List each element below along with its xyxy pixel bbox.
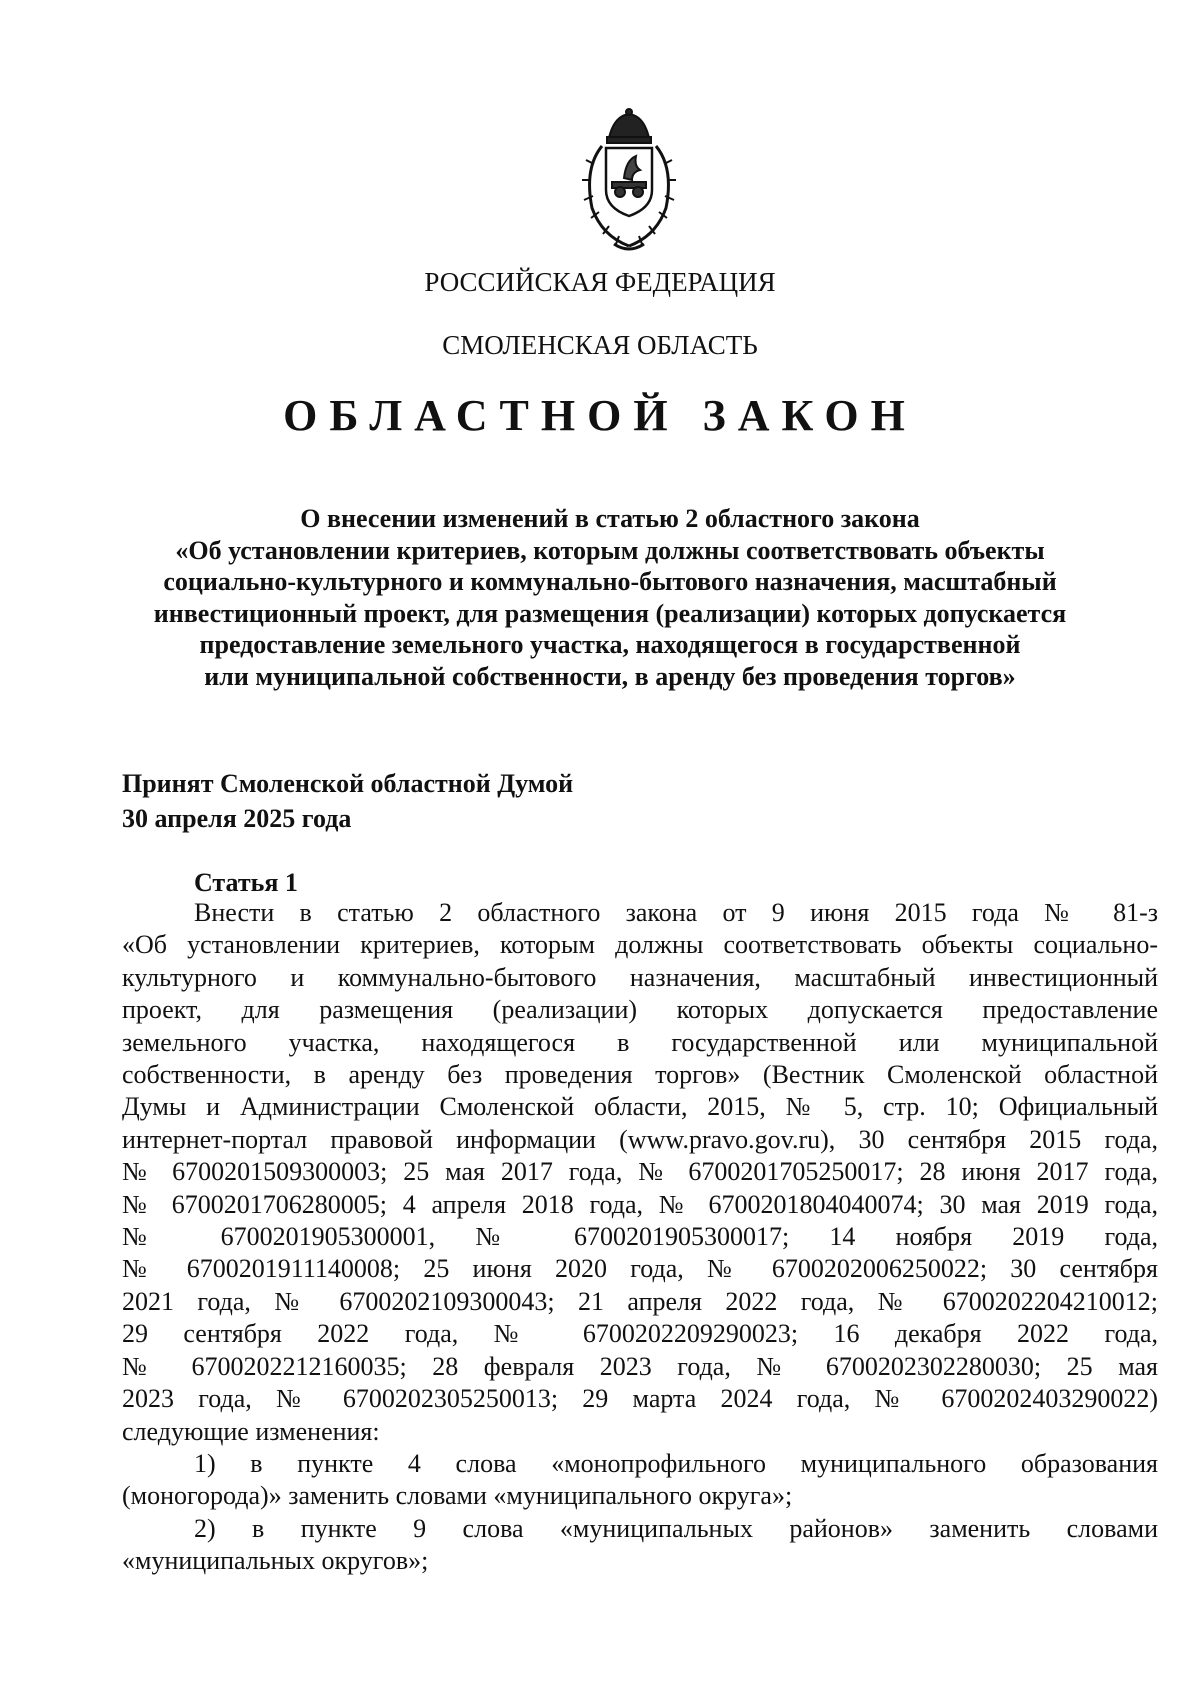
- body-line: следующие изменения:: [122, 1416, 380, 1446]
- item-1-line: (моногорода)» заменить словами «муниципального округа»;: [122, 1481, 793, 1511]
- body-line: собственности, в аренду без проведения торгов» (Вестник Смоленской областной: [122, 1060, 1158, 1090]
- region-name: СМОЛЕНСКАЯ ОБЛАСТЬ: [442, 330, 758, 360]
- body-line: № 6700201706280005; 4 апреля 2018 года, № 6700201804040074; 30 мая 2019 года,: [122, 1189, 1158, 1219]
- law-title-line: социально-культурного и коммунально-бытового назначения, масштабный: [163, 567, 1057, 596]
- body-line: земельного участка, находящегося в государственной или муниципальной: [122, 1027, 1158, 1057]
- item-2-line: «муниципальных округов»;: [122, 1546, 429, 1576]
- law-title-line: О внесении изменений в статью 2 областного закона: [300, 504, 920, 533]
- body-line: проект, для размещения (реализации) которых допускается предоставление: [122, 995, 1158, 1025]
- law-title-line: «Об установлении критериев, которым должны соответствовать объекты: [175, 535, 1045, 565]
- body-line: «Об установлении критериев, которым должны соответствовать объекты социально-: [122, 930, 1158, 960]
- body-line: 2021 года, № 6700202109300043; 21 апреля 2022 года, № 6700202204210012;: [122, 1286, 1158, 1316]
- law-title-line: предоставление земельного участка, находящегося в государственной: [199, 630, 1021, 659]
- body-line: Думы и Администрации Смоленской области, 2015, № 5, стр. 10; Официальный: [122, 1092, 1158, 1122]
- adoption-info: [122, 766, 573, 836]
- adoption-body: Принят Смоленской областной Думой: [122, 769, 574, 798]
- law-title: [110, 503, 1110, 692]
- item-1-line: 1) в пункте 4 слова «монопрофильного муниципального образования: [194, 1448, 1158, 1478]
- body-line: № 6700202212160035; 28 февраля 2023 года, № 6700202302280030; 25 мая: [122, 1351, 1158, 1381]
- law-title-line: или муниципальной собственности, в аренду без проведения торгов»: [204, 661, 1016, 691]
- body-line: № 6700201509300003; 25 мая 2017 года, № 6700201705250017; 28 июня 2017 года,: [122, 1157, 1158, 1187]
- article-body: [122, 897, 1158, 1578]
- body-line: 2023 года, № 6700202305250013; 29 марта 2024 года, № 6700202403290022): [122, 1384, 1158, 1414]
- article-heading: Статья 1: [194, 868, 298, 897]
- body-line: Внести в статью 2 областного закона от 9 июня 2015 года № 81-з: [194, 898, 1158, 927]
- body-line: № 6700201911140008; 25 июня 2020 года, № 6700202006250022; 30 сентября: [122, 1254, 1158, 1284]
- item-2-line: 2) в пункте 9 слова «муниципальных районов» заменить словами: [194, 1513, 1158, 1543]
- body-line: № 6700201905300001, № 6700201905300017; 14 ноября 2019 года,: [122, 1222, 1158, 1252]
- adoption-date: 30 апреля 2025 года: [122, 804, 352, 833]
- body-line: интернет-портал правовой информации (www.pravo.gov.ru), 30 сентября 2015 года,: [122, 1124, 1158, 1154]
- coat-of-arms-emblem: [574, 108, 684, 256]
- law-title-line: инвестиционный проект, для размещения (реализации) которых допускается: [153, 598, 1067, 628]
- body-line: 29 сентября 2022 года, № 6700202209290023; 16 декабря 2022 года,: [122, 1319, 1158, 1349]
- body-line: культурного и коммунально-бытового назначения, масштабный инвестиционный: [122, 962, 1158, 992]
- document-type-heading: ОБЛАСТНОЙ ЗАКОН: [283, 391, 917, 440]
- country-name: РОССИЙСКАЯ ФЕДЕРАЦИЯ: [424, 267, 776, 297]
